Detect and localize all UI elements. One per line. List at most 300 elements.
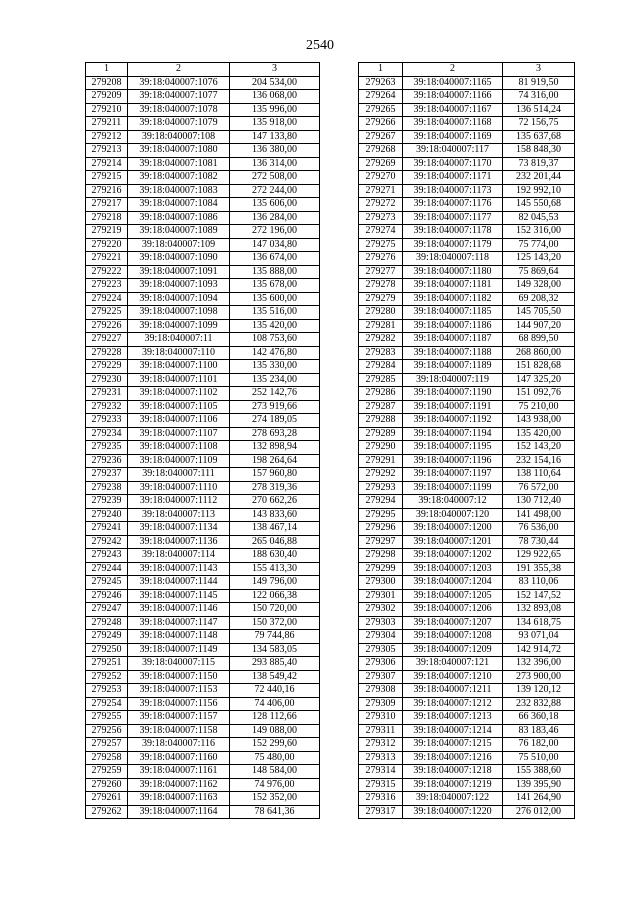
row-number: 279296 bbox=[359, 522, 403, 536]
row-number: 279256 bbox=[86, 724, 128, 738]
cadastral-number: 39:18:040007:1144 bbox=[128, 576, 230, 590]
table-row bbox=[359, 630, 575, 644]
cadastral-value: 135 600,00 bbox=[230, 292, 320, 306]
row-number: 279316 bbox=[359, 792, 403, 806]
cadastral-value: 141 264,90 bbox=[503, 792, 575, 806]
cadastral-value: 82 045,53 bbox=[503, 211, 575, 225]
cadastral-number: 39:18:040007:1156 bbox=[128, 697, 230, 711]
row-number: 279228 bbox=[86, 346, 128, 360]
cadastral-number: 39:18:040007:109 bbox=[128, 238, 230, 252]
cadastral-number: 39:18:040007:1177 bbox=[403, 211, 503, 225]
row-number: 279235 bbox=[86, 441, 128, 455]
cadastral-number: 39:18:040007:1082 bbox=[128, 171, 230, 185]
cadastral-value: 135 516,00 bbox=[230, 306, 320, 320]
cadastral-number: 39:18:040007:1182 bbox=[403, 292, 503, 306]
cadastral-value: 158 848,30 bbox=[503, 144, 575, 158]
cadastral-value: 147 133,80 bbox=[230, 130, 320, 144]
cadastral-value: 270 662,26 bbox=[230, 495, 320, 509]
cadastral-number: 39:18:040007:1186 bbox=[403, 319, 503, 333]
table-row bbox=[359, 225, 575, 239]
cadastral-number: 39:18:040007:1176 bbox=[403, 198, 503, 212]
table-row bbox=[86, 495, 320, 509]
table-row bbox=[86, 333, 320, 347]
cadastral-value: 148 584,00 bbox=[230, 765, 320, 779]
cadastral-value: 135 606,00 bbox=[230, 198, 320, 212]
table-row bbox=[359, 103, 575, 117]
cadastral-value: 143 938,00 bbox=[503, 414, 575, 428]
row-number: 279305 bbox=[359, 643, 403, 657]
table-row bbox=[359, 603, 575, 617]
row-number: 279245 bbox=[86, 576, 128, 590]
cadastral-value: 272 244,00 bbox=[230, 184, 320, 198]
row-number: 279231 bbox=[86, 387, 128, 401]
cadastral-value: 252 142,76 bbox=[230, 387, 320, 401]
cadastral-number: 39:18:040007:1161 bbox=[128, 765, 230, 779]
cadastral-value: 135 420,00 bbox=[230, 319, 320, 333]
cadastral-number: 39:18:040007:1202 bbox=[403, 549, 503, 563]
cadastral-value: 79 744,86 bbox=[230, 630, 320, 644]
row-number: 279232 bbox=[86, 400, 128, 414]
cadastral-value: 68 899,50 bbox=[503, 333, 575, 347]
table-body-right bbox=[359, 76, 575, 819]
row-number: 279216 bbox=[86, 184, 128, 198]
table-row bbox=[359, 765, 575, 779]
cadastral-number: 39:18:040007:1105 bbox=[128, 400, 230, 414]
cadastral-value: 276 012,00 bbox=[503, 805, 575, 819]
row-number: 279247 bbox=[86, 603, 128, 617]
row-number: 279236 bbox=[86, 454, 128, 468]
cadastral-value: 136 380,00 bbox=[230, 144, 320, 158]
row-number: 279222 bbox=[86, 265, 128, 279]
row-number: 279209 bbox=[86, 90, 128, 104]
table-body-left bbox=[86, 76, 320, 819]
table-row bbox=[86, 711, 320, 725]
cadastral-value: 135 420,00 bbox=[503, 427, 575, 441]
cadastral-value: 132 396,00 bbox=[503, 657, 575, 671]
row-number: 279255 bbox=[86, 711, 128, 725]
register-table-left bbox=[85, 62, 320, 819]
cadastral-value: 232 201,44 bbox=[503, 171, 575, 185]
table-row bbox=[359, 508, 575, 522]
row-number: 279312 bbox=[359, 738, 403, 752]
table-row bbox=[359, 441, 575, 455]
cadastral-number: 39:18:040007:1178 bbox=[403, 225, 503, 239]
cadastral-value: 135 678,00 bbox=[230, 279, 320, 293]
cadastral-number: 39:18:040007:1157 bbox=[128, 711, 230, 725]
cadastral-number: 39:18:040007:1209 bbox=[403, 643, 503, 657]
cadastral-value: 147 325,20 bbox=[503, 373, 575, 387]
cadastral-number: 39:18:040007:1194 bbox=[403, 427, 503, 441]
table-row bbox=[359, 643, 575, 657]
table-row bbox=[86, 508, 320, 522]
row-number: 279218 bbox=[86, 211, 128, 225]
cadastral-number: 39:18:040007:1203 bbox=[403, 562, 503, 576]
table-row bbox=[359, 670, 575, 684]
row-number: 279212 bbox=[86, 130, 128, 144]
cadastral-number: 39:18:040007:113 bbox=[128, 508, 230, 522]
cadastral-value: 149 328,00 bbox=[503, 279, 575, 293]
row-number: 279258 bbox=[86, 751, 128, 765]
table-row bbox=[86, 306, 320, 320]
cadastral-value: 134 618,75 bbox=[503, 616, 575, 630]
cadastral-value: 155 388,60 bbox=[503, 765, 575, 779]
cadastral-number: 39:18:040007:1204 bbox=[403, 576, 503, 590]
cadastral-number: 39:18:040007:1171 bbox=[403, 171, 503, 185]
cadastral-value: 274 189,05 bbox=[230, 414, 320, 428]
cadastral-number: 39:18:040007:1160 bbox=[128, 751, 230, 765]
cadastral-number: 39:18:040007:1196 bbox=[403, 454, 503, 468]
row-number: 279286 bbox=[359, 387, 403, 401]
row-number: 279276 bbox=[359, 252, 403, 266]
cadastral-number: 39:18:040007:1213 bbox=[403, 711, 503, 725]
cadastral-value: 135 234,00 bbox=[230, 373, 320, 387]
cadastral-value: 74 406,00 bbox=[230, 697, 320, 711]
table-row bbox=[359, 522, 575, 536]
cadastral-number: 39:18:040007:1083 bbox=[128, 184, 230, 198]
cadastral-value: 73 819,37 bbox=[503, 157, 575, 171]
row-number: 279292 bbox=[359, 468, 403, 482]
cadastral-number: 39:18:040007:1206 bbox=[403, 603, 503, 617]
row-number: 279217 bbox=[86, 198, 128, 212]
table-row bbox=[86, 441, 320, 455]
cadastral-value: 136 674,00 bbox=[230, 252, 320, 266]
table-row bbox=[359, 751, 575, 765]
cadastral-value: 147 034,80 bbox=[230, 238, 320, 252]
row-number: 279208 bbox=[86, 76, 128, 90]
cadastral-number: 39:18:040007:1094 bbox=[128, 292, 230, 306]
cadastral-value: 149 088,00 bbox=[230, 724, 320, 738]
cadastral-value: 188 630,40 bbox=[230, 549, 320, 563]
register-table-right bbox=[358, 62, 575, 819]
table-row bbox=[359, 481, 575, 495]
row-number: 279294 bbox=[359, 495, 403, 509]
table-row bbox=[86, 225, 320, 239]
cadastral-value: 273 900,00 bbox=[503, 670, 575, 684]
table-row bbox=[86, 778, 320, 792]
table-row bbox=[86, 346, 320, 360]
header-row bbox=[359, 63, 575, 77]
table-row bbox=[359, 238, 575, 252]
cadastral-value: 74 976,00 bbox=[230, 778, 320, 792]
cadastral-value: 78 730,44 bbox=[503, 535, 575, 549]
table-row bbox=[86, 373, 320, 387]
cadastral-number: 39:18:040007:1168 bbox=[403, 117, 503, 131]
cadastral-number: 39:18:040007:1173 bbox=[403, 184, 503, 198]
table-row bbox=[359, 184, 575, 198]
row-number: 279278 bbox=[359, 279, 403, 293]
cadastral-number: 39:18:040007:1093 bbox=[128, 279, 230, 293]
cadastral-number: 39:18:040007:1188 bbox=[403, 346, 503, 360]
table-row bbox=[359, 427, 575, 441]
table-row bbox=[86, 103, 320, 117]
row-number: 279243 bbox=[86, 549, 128, 563]
row-number: 279300 bbox=[359, 576, 403, 590]
cadastral-number: 39:18:040007:114 bbox=[128, 549, 230, 563]
row-number: 279299 bbox=[359, 562, 403, 576]
cadastral-number: 39:18:040007:1170 bbox=[403, 157, 503, 171]
row-number: 279280 bbox=[359, 306, 403, 320]
row-number: 279234 bbox=[86, 427, 128, 441]
table-row bbox=[86, 198, 320, 212]
table-row bbox=[359, 387, 575, 401]
cadastral-value: 150 720,00 bbox=[230, 603, 320, 617]
row-number: 279314 bbox=[359, 765, 403, 779]
table-row bbox=[86, 589, 320, 603]
table-row bbox=[86, 522, 320, 536]
cadastral-value: 144 907,20 bbox=[503, 319, 575, 333]
cadastral-value: 139 395,90 bbox=[503, 778, 575, 792]
table-row bbox=[359, 738, 575, 752]
table-row bbox=[359, 711, 575, 725]
table-row bbox=[359, 144, 575, 158]
table-row bbox=[86, 171, 320, 185]
cadastral-number: 39:18:040007:116 bbox=[128, 738, 230, 752]
cadastral-value: 72 440,16 bbox=[230, 684, 320, 698]
row-number: 279233 bbox=[86, 414, 128, 428]
cadastral-number: 39:18:040007:1150 bbox=[128, 670, 230, 684]
row-number: 279226 bbox=[86, 319, 128, 333]
row-number: 279215 bbox=[86, 171, 128, 185]
cadastral-number: 39:18:040007:1112 bbox=[128, 495, 230, 509]
table-row bbox=[86, 684, 320, 698]
cadastral-number: 39:18:040007:1190 bbox=[403, 387, 503, 401]
cadastral-value: 75 774,00 bbox=[503, 238, 575, 252]
cadastral-value: 136 314,00 bbox=[230, 157, 320, 171]
row-number: 279288 bbox=[359, 414, 403, 428]
row-number: 279290 bbox=[359, 441, 403, 455]
row-number: 279289 bbox=[359, 427, 403, 441]
cadastral-number: 39:18:040007:1207 bbox=[403, 616, 503, 630]
table-row bbox=[86, 643, 320, 657]
cadastral-value: 273 919,66 bbox=[230, 400, 320, 414]
row-number: 279244 bbox=[86, 562, 128, 576]
row-number: 279293 bbox=[359, 481, 403, 495]
table-row bbox=[86, 792, 320, 806]
cadastral-value: 76 536,00 bbox=[503, 522, 575, 536]
cadastral-number: 39:18:040007:1205 bbox=[403, 589, 503, 603]
cadastral-value: 135 918,00 bbox=[230, 117, 320, 131]
row-number: 279237 bbox=[86, 468, 128, 482]
row-number: 279269 bbox=[359, 157, 403, 171]
table-row bbox=[86, 90, 320, 104]
cadastral-number: 39:18:040007:1219 bbox=[403, 778, 503, 792]
cadastral-value: 136 068,00 bbox=[230, 90, 320, 104]
table-row bbox=[86, 319, 320, 333]
row-number: 279221 bbox=[86, 252, 128, 266]
cadastral-number: 39:18:040007:1107 bbox=[128, 427, 230, 441]
row-number: 279223 bbox=[86, 279, 128, 293]
cadastral-value: 232 832,88 bbox=[503, 697, 575, 711]
table-row bbox=[86, 670, 320, 684]
cadastral-number: 39:18:040007:1208 bbox=[403, 630, 503, 644]
row-number: 279248 bbox=[86, 616, 128, 630]
cadastral-number: 39:18:040007:1163 bbox=[128, 792, 230, 806]
cadastral-value: 128 112,66 bbox=[230, 711, 320, 725]
table-row bbox=[86, 657, 320, 671]
table-row bbox=[86, 238, 320, 252]
table-row bbox=[359, 684, 575, 698]
row-number: 279285 bbox=[359, 373, 403, 387]
row-number: 279307 bbox=[359, 670, 403, 684]
cadastral-value: 152 147,52 bbox=[503, 589, 575, 603]
cadastral-number: 39:18:040007:110 bbox=[128, 346, 230, 360]
row-number: 279250 bbox=[86, 643, 128, 657]
header-row bbox=[86, 63, 320, 77]
cadastral-value: 149 796,00 bbox=[230, 576, 320, 590]
table-row bbox=[86, 630, 320, 644]
cadastral-number: 39:18:040007:1189 bbox=[403, 360, 503, 374]
cadastral-number: 39:18:040007:1211 bbox=[403, 684, 503, 698]
row-number: 279291 bbox=[359, 454, 403, 468]
row-number: 279272 bbox=[359, 198, 403, 212]
table-row bbox=[359, 76, 575, 90]
table-row bbox=[359, 157, 575, 171]
table-row bbox=[86, 468, 320, 482]
row-number: 279253 bbox=[86, 684, 128, 698]
row-number: 279281 bbox=[359, 319, 403, 333]
table-row bbox=[86, 414, 320, 428]
cadastral-value: 272 508,00 bbox=[230, 171, 320, 185]
cadastral-number: 39:18:040007:1143 bbox=[128, 562, 230, 576]
row-number: 279271 bbox=[359, 184, 403, 198]
cadastral-value: 192 992,10 bbox=[503, 184, 575, 198]
cadastral-number: 39:18:040007:1210 bbox=[403, 670, 503, 684]
table-row bbox=[86, 751, 320, 765]
cadastral-number: 39:18:040007:1101 bbox=[128, 373, 230, 387]
table-row bbox=[359, 211, 575, 225]
cadastral-number: 39:18:040007:121 bbox=[403, 657, 503, 671]
cadastral-number: 39:18:040007:1081 bbox=[128, 157, 230, 171]
row-number: 279224 bbox=[86, 292, 128, 306]
row-number: 279260 bbox=[86, 778, 128, 792]
row-number: 279246 bbox=[86, 589, 128, 603]
cadastral-number: 39:18:040007:1215 bbox=[403, 738, 503, 752]
row-number: 279265 bbox=[359, 103, 403, 117]
row-number: 279282 bbox=[359, 333, 403, 347]
row-number: 279264 bbox=[359, 90, 403, 104]
table-row bbox=[359, 333, 575, 347]
row-number: 279295 bbox=[359, 508, 403, 522]
cadastral-value: 151 828,68 bbox=[503, 360, 575, 374]
row-number: 279283 bbox=[359, 346, 403, 360]
table-row bbox=[86, 157, 320, 171]
table-row bbox=[359, 724, 575, 738]
table-row bbox=[359, 90, 575, 104]
cadastral-number: 39:18:040007:1191 bbox=[403, 400, 503, 414]
column-header-cadastral: 2 bbox=[403, 63, 503, 77]
row-number: 279249 bbox=[86, 630, 128, 644]
column-header-number: 1 bbox=[359, 63, 403, 77]
table-row bbox=[86, 576, 320, 590]
table-row bbox=[86, 549, 320, 563]
table-row bbox=[86, 427, 320, 441]
cadastral-number: 39:18:040007:108 bbox=[128, 130, 230, 144]
row-number: 279279 bbox=[359, 292, 403, 306]
cadastral-number: 39:18:040007:1167 bbox=[403, 103, 503, 117]
row-number: 279313 bbox=[359, 751, 403, 765]
cadastral-value: 143 833,60 bbox=[230, 508, 320, 522]
row-number: 279262 bbox=[86, 805, 128, 819]
cadastral-value: 125 143,20 bbox=[503, 252, 575, 266]
cadastral-number: 39:18:040007:1180 bbox=[403, 265, 503, 279]
cadastral-value: 152 299,60 bbox=[230, 738, 320, 752]
table-row bbox=[359, 495, 575, 509]
cadastral-value: 132 893,08 bbox=[503, 603, 575, 617]
cadastral-value: 69 208,32 bbox=[503, 292, 575, 306]
table-row bbox=[86, 535, 320, 549]
cadastral-value: 204 534,00 bbox=[230, 76, 320, 90]
table-row bbox=[359, 198, 575, 212]
cadastral-number: 39:18:040007:1179 bbox=[403, 238, 503, 252]
row-number: 279287 bbox=[359, 400, 403, 414]
cadastral-value: 134 583,05 bbox=[230, 643, 320, 657]
cadastral-value: 152 352,00 bbox=[230, 792, 320, 806]
row-number: 279263 bbox=[359, 76, 403, 90]
cadastral-number: 39:18:040007:1166 bbox=[403, 90, 503, 104]
table-row bbox=[86, 454, 320, 468]
table-row bbox=[86, 211, 320, 225]
cadastral-number: 39:18:040007:1197 bbox=[403, 468, 503, 482]
cadastral-number: 39:18:040007:1153 bbox=[128, 684, 230, 698]
cadastral-number: 39:18:040007:1185 bbox=[403, 306, 503, 320]
cadastral-number: 39:18:040007:1218 bbox=[403, 765, 503, 779]
cadastral-number: 39:18:040007:1187 bbox=[403, 333, 503, 347]
cadastral-number: 39:18:040007:1076 bbox=[128, 76, 230, 90]
cadastral-number: 39:18:040007:1099 bbox=[128, 319, 230, 333]
cadastral-number: 39:18:040007:1164 bbox=[128, 805, 230, 819]
cadastral-number: 39:18:040007:1108 bbox=[128, 441, 230, 455]
cadastral-number: 39:18:040007:115 bbox=[128, 657, 230, 671]
row-number: 279311 bbox=[359, 724, 403, 738]
table-row bbox=[86, 805, 320, 819]
cadastral-number: 39:18:040007:1079 bbox=[128, 117, 230, 131]
column-header-value: 3 bbox=[230, 63, 320, 77]
cadastral-number: 39:18:040007:1212 bbox=[403, 697, 503, 711]
cadastral-number: 39:18:040007:1089 bbox=[128, 225, 230, 239]
table-row bbox=[359, 576, 575, 590]
cadastral-value: 142 914,72 bbox=[503, 643, 575, 657]
table-row bbox=[359, 252, 575, 266]
cadastral-value: 152 316,00 bbox=[503, 225, 575, 239]
row-number: 279259 bbox=[86, 765, 128, 779]
table-row bbox=[359, 117, 575, 131]
cadastral-number: 39:18:040007:1181 bbox=[403, 279, 503, 293]
row-number: 279303 bbox=[359, 616, 403, 630]
row-number: 279239 bbox=[86, 495, 128, 509]
table-row bbox=[86, 697, 320, 711]
table-row bbox=[86, 265, 320, 279]
row-number: 279275 bbox=[359, 238, 403, 252]
cadastral-value: 139 120,12 bbox=[503, 684, 575, 698]
cadastral-number: 39:18:040007:117 bbox=[403, 144, 503, 158]
cadastral-number: 39:18:040007:122 bbox=[403, 792, 503, 806]
table-row bbox=[359, 373, 575, 387]
row-number: 279229 bbox=[86, 360, 128, 374]
cadastral-number: 39:18:040007:1080 bbox=[128, 144, 230, 158]
row-number: 279304 bbox=[359, 630, 403, 644]
row-number: 279240 bbox=[86, 508, 128, 522]
row-number: 279242 bbox=[86, 535, 128, 549]
cadastral-number: 39:18:040007:119 bbox=[403, 373, 503, 387]
cadastral-value: 83 110,06 bbox=[503, 576, 575, 590]
row-number: 279308 bbox=[359, 684, 403, 698]
table-row bbox=[359, 292, 575, 306]
table-row bbox=[359, 589, 575, 603]
cadastral-number: 39:18:040007:1214 bbox=[403, 724, 503, 738]
cadastral-value: 136 514,24 bbox=[503, 103, 575, 117]
cadastral-number: 39:18:040007:1086 bbox=[128, 211, 230, 225]
cadastral-number: 39:18:040007:120 bbox=[403, 508, 503, 522]
